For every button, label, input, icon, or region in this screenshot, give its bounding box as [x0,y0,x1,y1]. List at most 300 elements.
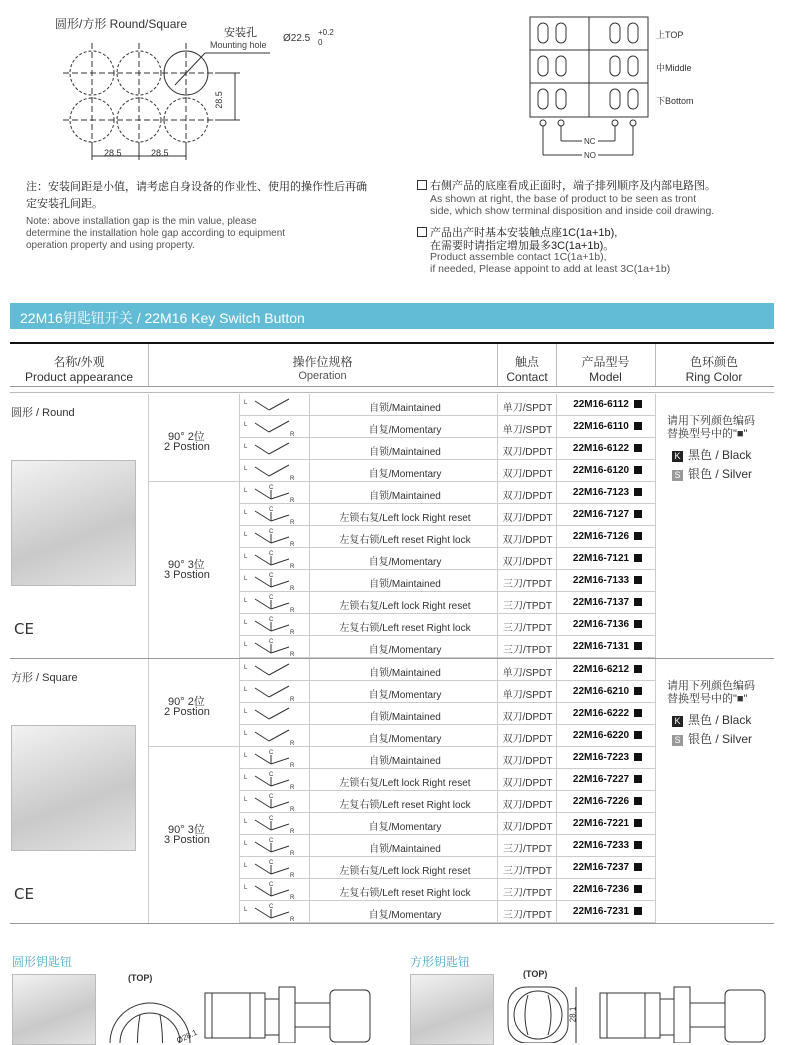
model-cell [560,664,655,675]
ring-color-label: 黑色 / Black [688,713,752,727]
key-position-icon [243,527,303,547]
key-position-icon [243,814,303,834]
model-cell [560,641,655,652]
checkbox-icon [417,180,427,190]
operation-cell: 自锁/Maintained [369,844,441,855]
position-group-divider [148,746,240,747]
operation-cell: 左锁右复/Left lock Right reset [339,513,471,524]
terminal-middle: 中Middle [656,63,692,73]
svg-text:R: R [290,697,295,702]
key-position-icon [243,417,303,437]
header-appearance [10,345,148,385]
terminal-note1-en-1: As shown at right, the base of product to be seen as tront [430,193,697,205]
column-divider [655,394,656,658]
key-position-icon [243,858,303,878]
svg-text:R: R [290,520,295,525]
model-cell [560,884,655,895]
operation-cell: 左复右锁/Left reset Right lock [339,888,471,899]
color-code-placeholder-icon [634,510,642,518]
row-divider [240,481,655,482]
header-contact [498,345,556,385]
pos2-label-en: 2 Postion [164,441,210,453]
ring-note: 请用下列颜色编码 [667,680,755,692]
header-divider [556,344,557,386]
svg-text:L: L [244,665,248,671]
svg-text:L: L [244,598,248,604]
install-note-en-1: Note: above installation gap is the min value, please [26,216,257,227]
contact-cell: 单刀/SPDT [502,690,553,701]
row-divider [240,569,655,570]
group-name: 圆形 / Round [11,407,75,419]
hole-label-cn: 安装孔 [224,27,257,39]
product-photo [11,725,136,851]
row-divider [240,856,655,857]
svg-text:R: R [290,476,295,481]
key-position-icon [243,704,303,724]
model-cell [560,553,655,564]
svg-text:L: L [244,885,248,891]
key-position-icon [243,637,303,657]
model-cell [560,752,655,763]
model-cell [560,597,655,608]
ring-color-label: 黑色 / Black [688,448,752,462]
row-divider [240,525,655,526]
operation-cell: 自复/Momentary [368,425,442,436]
row-divider [240,812,655,813]
model-number: 22M16-7237 [572,862,630,873]
model-cell [560,774,655,785]
model-cell [560,686,655,697]
contact-cell: 双刀/DPDT [502,513,553,524]
pos3-label-cn: 90° 3位 [168,559,205,571]
header-bottom-rule [10,392,774,393]
row-divider [240,790,655,791]
operation-cell: 左锁右复/Left lock Right reset [339,601,471,612]
terminal-note2-cn-1: 产品出产时基本安装触点座1C(1a+1b), [430,227,618,239]
model-cell [560,531,655,542]
svg-text:R: R [290,851,295,856]
terminal-nc: NC [584,137,596,146]
hole-dim: Ø22.5 [283,33,311,44]
color-code-placeholder-icon [634,709,642,717]
operation-cell: 自复/Momentary [368,469,442,480]
group-divider [10,658,774,659]
model-cell [560,421,655,432]
bottom-left-title: 圆形钥匙钮 [12,955,73,969]
header-operation-cn: 操作位规格 [292,355,353,369]
key-position-icon [243,483,303,503]
svg-text:R: R [290,652,295,657]
group-name: 方形 / Square [11,672,78,684]
contact-cell: 三刀/TPDT [503,866,552,877]
key-position-icon [243,439,303,459]
model-cell [560,730,655,741]
svg-text:L: L [244,532,248,538]
model-number: 22M16-7226 [572,796,630,807]
svg-text:R: R [290,895,295,900]
model-number: 22M16-6120 [572,465,630,476]
color-code-placeholder-icon [634,554,642,562]
ring-color-black [672,711,751,728]
key-position-icon [243,902,303,922]
contact-cell: 双刀/DPDT [502,469,553,480]
model-cell [560,487,655,498]
model-cell [560,818,655,829]
key-position-icon [243,660,303,680]
operation-cell: 左锁右复/Left lock Right reset [339,866,471,877]
header-contact-en: Contact [506,370,548,384]
svg-text:C: C [269,595,274,601]
contact-cell: 三刀/TPDT [503,601,552,612]
terminal-note1-en-2: side, which show terminal disposition and inside coil drawing. [430,205,715,217]
model-number: 22M16-6212 [572,664,630,675]
row-divider [240,591,655,592]
install-title: 圆形/方形 Round/Square [55,17,188,31]
ce-mark-icon: CE [14,620,34,638]
svg-text:R: R [290,630,295,635]
operation-cell: 自复/Momentary [368,910,442,921]
product-photo [11,460,136,586]
header-ring [655,345,773,385]
color-code-placeholder-icon [634,444,642,452]
model-number: 22M16-7231 [572,906,630,917]
svg-text:C: C [269,639,274,645]
dim-h2: 28.5 [151,148,169,158]
model-number: 22M16-7131 [572,641,630,652]
model-number: 22M16-6222 [572,708,630,719]
key-position-icon [243,726,303,746]
color-code-placeholder-icon [634,422,642,430]
svg-text:C: C [269,529,274,535]
top-label-left: (TOP) [128,973,153,983]
square-key-photo [410,974,494,1045]
operation-cell: 自锁/Maintained [369,712,441,723]
key-position-icon [243,461,303,481]
color-code-placeholder-icon [634,642,642,650]
terminal-bottom: 下Bottom [656,96,694,106]
row-divider [240,459,655,460]
svg-text:L: L [244,687,248,693]
row-divider [240,900,655,901]
operation-cell: 左复右锁/Left reset Right lock [339,623,471,634]
model-cell [560,906,655,917]
key-position-icon [243,836,303,856]
color-code-placeholder-icon [634,885,642,893]
model-number: 22M16-7221 [572,818,630,829]
operation-cell: 自复/Momentary [368,557,442,568]
row-divider [240,834,655,835]
color-swatch-icon: S [672,735,683,746]
svg-text:R: R [290,829,295,834]
contact-cell: 三刀/TPDT [503,888,552,899]
install-note-en-2: determine the installation hole gap according to equipment [26,228,286,239]
svg-text:L: L [244,400,248,406]
key-position-icon [243,748,303,768]
square-dimension-drawing [500,983,785,1043]
svg-text:R: R [290,763,295,768]
key-position-icon [243,682,303,702]
svg-text:R: R [290,807,295,812]
top-label-right: (TOP) [523,969,548,979]
row-divider [240,702,655,703]
key-position-icon [243,505,303,525]
color-code-placeholder-icon [634,819,642,827]
terminal-top: 上TOP [656,30,684,40]
contact-cell: 双刀/DPDT [502,491,553,502]
pos2-label-cn: 90° 2位 [168,431,205,443]
header-divider [655,344,656,386]
operation-cell: 自锁/Maintained [369,403,441,414]
ring-color-label: 银色 / Silver [688,732,753,746]
color-code-placeholder-icon [634,488,642,496]
svg-text:L: L [244,620,248,626]
svg-text:R: R [290,917,295,922]
color-code-placeholder-icon [634,598,642,606]
svg-text:L: L [244,819,248,825]
column-divider [148,659,149,923]
contact-cell: 三刀/TPDT [503,910,552,921]
round-key-photo [12,974,96,1045]
operation-cell: 自复/Momentary [368,690,442,701]
dim-vertical: 28.5 [213,91,224,109]
svg-text:R: R [290,498,295,503]
model-number: 22M16-6110 [573,421,629,432]
color-code-placeholder-icon [634,863,642,871]
svg-text:R: R [290,873,295,878]
model-cell [560,443,655,454]
svg-text:C: C [269,617,274,623]
svg-text:L: L [244,709,248,715]
svg-text:L: L [244,422,248,428]
model-number: 22M16-7133 [572,575,630,586]
header-bottom-rule [10,386,774,387]
ring-color-label: 银色 / Silver [688,467,753,481]
column-divider [148,394,149,658]
svg-text:C: C [269,838,274,844]
operation-cell: 左复右锁/Left reset Right lock [339,535,471,546]
row-divider [240,437,655,438]
model-number: 22M16-7233 [572,840,630,851]
color-swatch-icon: S [672,470,683,481]
contact-cell: 三刀/TPDT [503,623,552,634]
contact-cell: 双刀/DPDT [502,822,553,833]
model-number: 22M16-7227 [572,774,630,785]
operation-cell: 自锁/Maintained [369,668,441,679]
svg-text:C: C [269,485,274,491]
svg-text:C: C [269,794,274,800]
group-divider [10,923,774,924]
operation-cell: 自复/Momentary [368,645,442,656]
key-position-icon [243,549,303,569]
header-operation-en: Operation [298,370,347,382]
color-code-placeholder-icon [634,665,642,673]
ring-note: 请用下列颜色编码 [667,415,755,427]
key-position-icon [243,880,303,900]
svg-text:C: C [269,904,274,910]
pos3-label-cn: 90° 3位 [168,824,205,836]
column-divider [239,659,240,923]
contact-cell: 双刀/DPDT [502,800,553,811]
header-ring-en: Ring Color [685,370,743,384]
terminal-note2-en-2: if needed, Please appoint to add at least 3C(1a+1b) [430,263,671,275]
row-divider [240,415,655,416]
header-operation [150,345,495,385]
color-code-placeholder-icon [634,466,642,474]
contact-cell: 单刀/SPDT [502,668,553,679]
svg-text:L: L [244,731,248,737]
color-swatch-icon: K [672,451,683,462]
terminal-note1-cn: 右侧产品的底座看成正面时，端子排列顺序及内部电路图。 [430,180,716,192]
svg-text:R: R [290,785,295,790]
row-divider [240,635,655,636]
model-cell [560,465,655,476]
bottom-right-title: 方形钥匙钮 [410,955,471,969]
round-dimension-drawing [100,985,400,1043]
color-code-placeholder-icon [634,687,642,695]
ring-note: 替换型号中的"■" [667,428,748,440]
svg-text:L: L [244,642,248,648]
contact-cell: 单刀/SPDT [502,425,553,436]
svg-text:L: L [244,444,248,450]
svg-text:L: L [244,753,248,759]
svg-text:L: L [244,466,248,472]
contact-cell: 三刀/TPDT [503,844,552,855]
color-code-placeholder-icon [634,400,642,408]
header-model-cn: 产品型号 [581,355,630,369]
svg-text:C: C [269,882,274,888]
svg-text:L: L [244,841,248,847]
model-number: 22M16-6210 [572,686,630,697]
operation-cell: 自锁/Maintained [369,491,441,502]
model-number: 22M16-7121 [572,553,630,564]
color-code-placeholder-icon [634,753,642,761]
contact-cell: 双刀/DPDT [502,535,553,546]
pos3-label-en: 3 Postion [164,834,210,846]
color-code-placeholder-icon [634,841,642,849]
model-number: 22M16-6122 [572,443,630,454]
model-cell [560,619,655,630]
svg-text:R: R [290,564,295,569]
operation-cell: 自锁/Maintained [369,447,441,458]
pos2-label-cn: 90° 2位 [168,696,205,708]
section-banner [10,303,774,329]
ring-color-black [672,446,751,463]
model-cell [560,509,655,520]
install-note-en-3: operation property and using property. [26,240,195,251]
model-number: 22M16-7137 [572,597,630,608]
operation-cell: 左锁右复/Left lock Right reset [339,778,471,789]
model-number: 22M16-7126 [572,531,630,542]
ring-color-silver [672,465,752,482]
model-cell [560,575,655,586]
svg-text:C: C [269,772,274,778]
svg-text:C: C [269,750,274,756]
model-cell [560,840,655,851]
terminal-note2-en-1: Product assemble contact 1C(1a+1b), [430,251,607,263]
model-number: 22M16-7123 [572,487,630,498]
install-note-cn: 注：安装间距是小值，请考虑自身设备的作业性、使用的操作性后再确定安装孔间距。 [26,181,367,210]
svg-text:L: L [244,554,248,560]
pos2-label-en: 2 Postion [164,706,210,718]
row-divider [240,680,655,681]
model-cell [560,796,655,807]
row-divider [240,878,655,879]
svg-text:C: C [269,551,274,557]
row-divider [240,503,655,504]
svg-text:L: L [244,797,248,803]
key-position-icon [243,615,303,635]
svg-text:L: L [244,863,248,869]
header-model-en: Model [589,370,622,384]
terminal-note2-cn-2: 在需要时请指定增加最多3C(1a+1b)。 [430,240,615,252]
key-position-icon [243,395,303,415]
color-code-placeholder-icon [634,907,642,915]
svg-text:R: R [290,542,295,547]
contact-cell: 双刀/DPDT [502,756,553,767]
model-cell [560,399,655,410]
color-code-placeholder-icon [634,532,642,540]
pos3-label-en: 3 Postion [164,569,210,581]
contact-cell: 双刀/DPDT [502,557,553,568]
key-position-icon [243,593,303,613]
contact-cell: 双刀/DPDT [502,734,553,745]
model-number: 22M16-6112 [573,399,629,410]
key-position-icon [243,792,303,812]
column-divider [655,659,656,923]
operation-cell: 自锁/Maintained [369,756,441,767]
hole-tol-low: 0 [318,38,323,47]
color-code-placeholder-icon [634,797,642,805]
color-code-placeholder-icon [634,576,642,584]
model-number: 22M16-7127 [572,509,630,520]
column-divider [556,659,557,923]
svg-text:L: L [244,907,248,913]
header-ring-cn: 色环颜色 [689,355,738,369]
header-appearance-cn: 名称/外观 [53,355,105,369]
model-number: 22M16-6220 [572,730,630,741]
svg-text:C: C [269,573,274,579]
svg-text:L: L [244,576,248,582]
round-dim-label: Ø28.1 [175,1027,199,1045]
contact-cell: 双刀/DPDT [502,712,553,723]
svg-text:L: L [244,510,248,516]
svg-text:R: R [290,608,295,613]
contact-cell: 双刀/DPDT [502,447,553,458]
svg-text:C: C [269,507,274,513]
square-dim-label: 28.1 [568,1006,578,1023]
model-cell [560,862,655,873]
contact-cell: 三刀/TPDT [503,579,552,590]
row-divider [240,547,655,548]
column-divider [556,394,557,658]
model-number: 22M16-7236 [572,884,630,895]
color-code-placeholder-icon [634,620,642,628]
svg-text:C: C [269,860,274,866]
hole-label-en: Mounting hole [210,40,267,50]
column-divider [239,394,240,658]
dim-h1: 28.5 [104,148,122,158]
svg-text:R: R [290,586,295,591]
hole-tol: +0.2 [318,28,334,37]
header-model [557,345,654,385]
color-swatch-icon: K [672,716,683,727]
checkbox-icon [417,227,427,237]
key-position-icon [243,571,303,591]
operation-cell: 自锁/Maintained [369,579,441,590]
header-appearance-en: Product appearance [24,370,134,384]
color-code-placeholder-icon [634,775,642,783]
header-divider [497,344,498,386]
